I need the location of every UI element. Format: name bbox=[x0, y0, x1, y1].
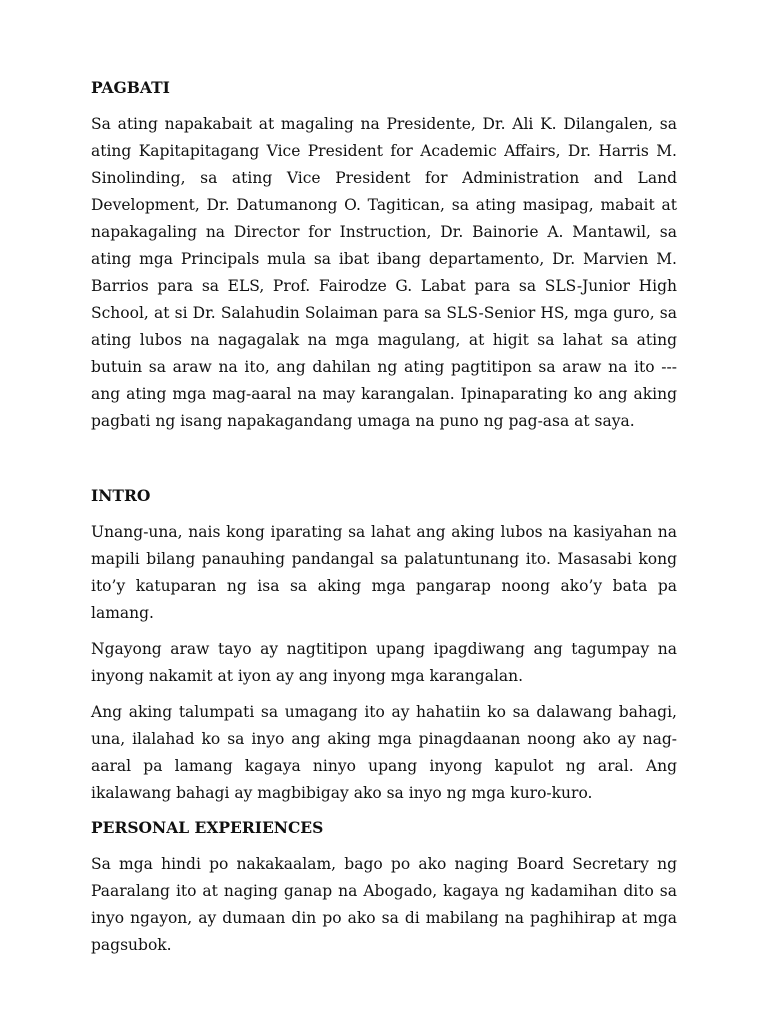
heading-pagbati: PAGBATI bbox=[91, 78, 170, 97]
paragraph-intro-3: Ang aking talumpati sa umagang ito ay hahatiin ko sa dalawang bahagi, una, ilalahad ko sa inyo ang aking mga pinagdaanan noong ako ay nag-aaral pa lamang kagaya ninyo upang inyong kapulot ng aral. Ang ikalawang bahagi ay magbibigay ako sa inyo ng mga kuro-kuro. bbox=[91, 703, 677, 802]
heading-intro: INTRO bbox=[91, 486, 151, 505]
document-page bbox=[91, 78, 677, 959]
paragraph-personal-experiences: Sa mga hindi po nakakaalam, bago po ako naging Board Secretary ng Paaralang ito at naging ganap na Abogado, kagaya ng kadamihan dito sa inyo ngayon, ay dumaan din po ako sa di mabilang na paghihirap at mga pagsubok. bbox=[91, 855, 677, 954]
paragraph-pagbati: Sa ating napakabait at magaling na Presidente, Dr. Ali K. Dilangalen, sa ating Kapitapitagang Vice President for Academic Affairs, Dr. Harris M. Sinolinding, sa ating Vice President for Administration and Land Development, Dr. Datumanong O. Tagitican, sa ating masipag, mabait at napakagaling na Director for Instruction, Dr. Bainorie A. Mantawil, sa ating mga Principals mula sa ibat ibang departamento, Dr. Marvien M. Barrios para sa ELS, Prof. Fairodze G. Labat para sa SLS-Junior High School, at si Dr. Salahudin Solaiman para sa SLS-Senior HS, mga guro, sa ating lubos na nagagalak na mga magulang, at higit sa lahat sa ating butuin sa araw na ito, ang dahilan ng ating pagtitipon sa araw na ito --- ang ating mga mag-aaral na may karangalan. Ipinaparating ko ang aking pagbati ng isang napakagandang umaga na puno ng pag-asa at saya. bbox=[91, 115, 677, 430]
paragraph-intro-2: Ngayong araw tayo ay nagtitipon upang ipagdiwang ang tagumpay na inyong nakamit at iyon ay ang inyong mga karangalan. bbox=[91, 640, 677, 685]
heading-personal-experiences: PERSONAL EXPERIENCES bbox=[91, 818, 324, 837]
paragraph-intro-1: Unang-una, nais kong iparating sa lahat ang aking lubos na kasiyahan na mapili bilang panauhing pandangal sa palatuntunang ito. Masasabi kong ito’y katuparan ng isa sa aking mga pangarap noong ako’y bata pa lamang. bbox=[91, 523, 677, 622]
